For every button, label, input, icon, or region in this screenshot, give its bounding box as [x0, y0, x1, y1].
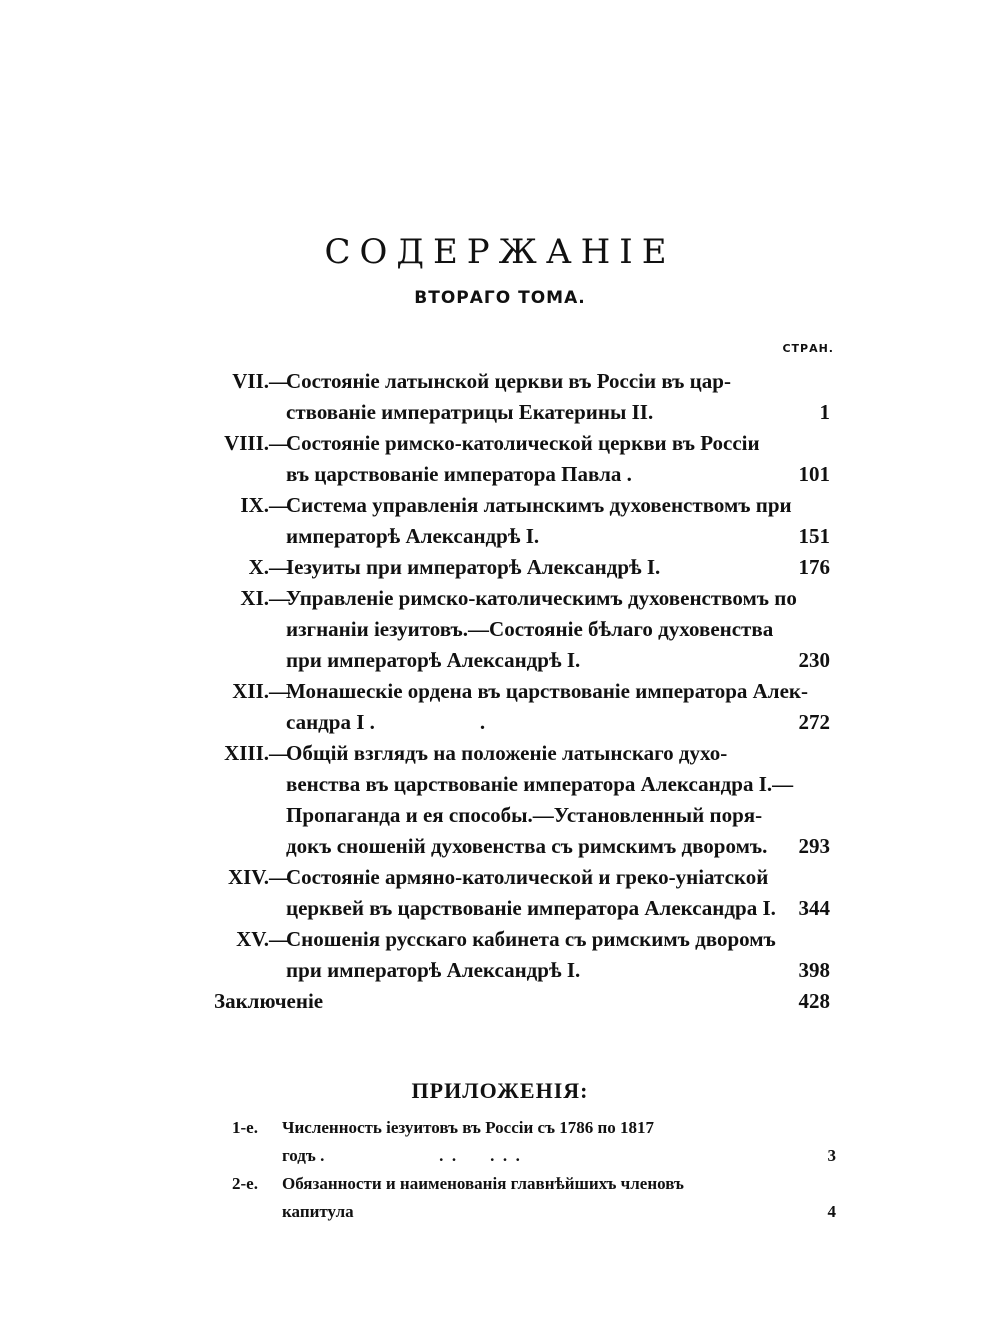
toc-entry-ix — [210, 490, 838, 552]
toc-number: VIII.— — [224, 431, 290, 455]
appendix-number: 1-е. — [232, 1118, 258, 1137]
toc-entry-xiii — [210, 738, 838, 862]
toc-entry-x — [210, 552, 838, 583]
toc-text: императорѣ Александрѣ I. — [286, 524, 540, 548]
appendix-text: капитула — [282, 1202, 354, 1221]
toc-number: VII.— — [232, 369, 290, 393]
toc-page: 151 — [798, 524, 830, 548]
toc-entry-xv — [210, 924, 838, 986]
toc-page: 293 — [798, 834, 830, 858]
page-title: СОДЕРЖАНIЕ — [324, 232, 676, 272]
toc-entry-xiv — [210, 862, 838, 924]
toc-text: венства въ царствованiе императора Александра I.— — [286, 772, 794, 796]
table-of-contents — [210, 366, 838, 1017]
appendix-page: 3 — [827, 1146, 836, 1165]
appendix-text: Обязанности и наименованiя главнѣйшихъ членовъ — [282, 1174, 684, 1193]
toc-text: Состоянiе латынской церкви въ Россiи въ цар- — [286, 369, 731, 393]
toc-entry-viii — [210, 428, 838, 490]
toc-text: Общiй взглядъ на положенiе латынскаго духо- — [286, 741, 728, 765]
toc-number: IX.— — [240, 493, 290, 517]
toc-text: Состоянiе римско-католической церкви въ Россiи — [286, 431, 760, 455]
toc-text: докъ сношенiй духовенства съ римскимъ дворомъ. — [286, 834, 768, 858]
toc-text: Пропаганда и ея способы.—Установленный поря- — [286, 803, 763, 827]
toc-page: 1 — [819, 400, 830, 424]
toc-entry-xii — [210, 676, 838, 738]
toc-text: сандра I . . — [286, 710, 486, 734]
toc-page: 398 — [798, 958, 830, 982]
toc-page: 428 — [798, 989, 830, 1013]
appendix-text: годъ . . . . . . — [282, 1146, 520, 1165]
toc-text: ствованiе императрицы Екатерины II. — [286, 400, 654, 424]
appendix-entry-2 — [230, 1170, 836, 1226]
toc-number: XIII.— — [224, 741, 290, 765]
toc-number: XII.— — [232, 679, 290, 703]
toc-entry-vii — [210, 366, 838, 428]
toc-page: 344 — [798, 896, 830, 920]
toc-text: изгнанiи iезуитовъ.—Состоянiе бѣлаго духовенства — [286, 617, 774, 641]
toc-text: Монашескiе ордена въ царствованiе императора Алек- — [286, 679, 809, 703]
conclusion-label: Заключенiе — [214, 989, 324, 1013]
toc-entry-conclusion — [210, 986, 838, 1017]
toc-text: въ царствованiе императора Павла . — [286, 462, 632, 486]
toc-page: 176 — [798, 555, 830, 579]
page-column-label: СТРАН. — [782, 342, 834, 355]
appendix-list — [230, 1114, 836, 1226]
page-subtitle: ВТОРАГО ТОМА. — [414, 288, 586, 308]
appendix-number: 2-е. — [232, 1174, 258, 1193]
toc-text: Система управленiя латынскимъ духовенствомъ при — [286, 493, 792, 517]
appendix-entry-1 — [230, 1114, 836, 1170]
toc-text: при императорѣ Александрѣ I. — [286, 958, 581, 982]
toc-text: Управленiе римско-католическимъ духовенствомъ по — [286, 586, 797, 610]
toc-text: Сношенiя русскаго кабинета съ римскимъ дворомъ — [286, 927, 776, 951]
appendix-title: ПРИЛОЖЕНIЯ: — [411, 1078, 589, 1103]
toc-text: Iезуиты при императорѣ Александрѣ I. — [286, 555, 661, 579]
toc-entry-xi — [210, 583, 838, 676]
appendix-page: 4 — [827, 1202, 836, 1221]
toc-number: XV.— — [236, 927, 290, 951]
appendix-text: Численность iезуитовъ въ Россiи съ 1786 по 1817 — [282, 1118, 655, 1137]
toc-number: XI.— — [240, 586, 290, 610]
toc-text: Состоянiе армяно-католической и греко-унiатской — [286, 865, 769, 889]
toc-page: 230 — [798, 648, 830, 672]
toc-page: 101 — [798, 462, 830, 486]
toc-text: при императорѣ Александрѣ I. — [286, 648, 581, 672]
toc-page: 272 — [798, 710, 830, 734]
toc-number: X.— — [248, 555, 290, 579]
toc-text: церквей въ царствованiе императора Александра I. — [286, 896, 776, 920]
toc-number: XIV.— — [227, 865, 290, 889]
